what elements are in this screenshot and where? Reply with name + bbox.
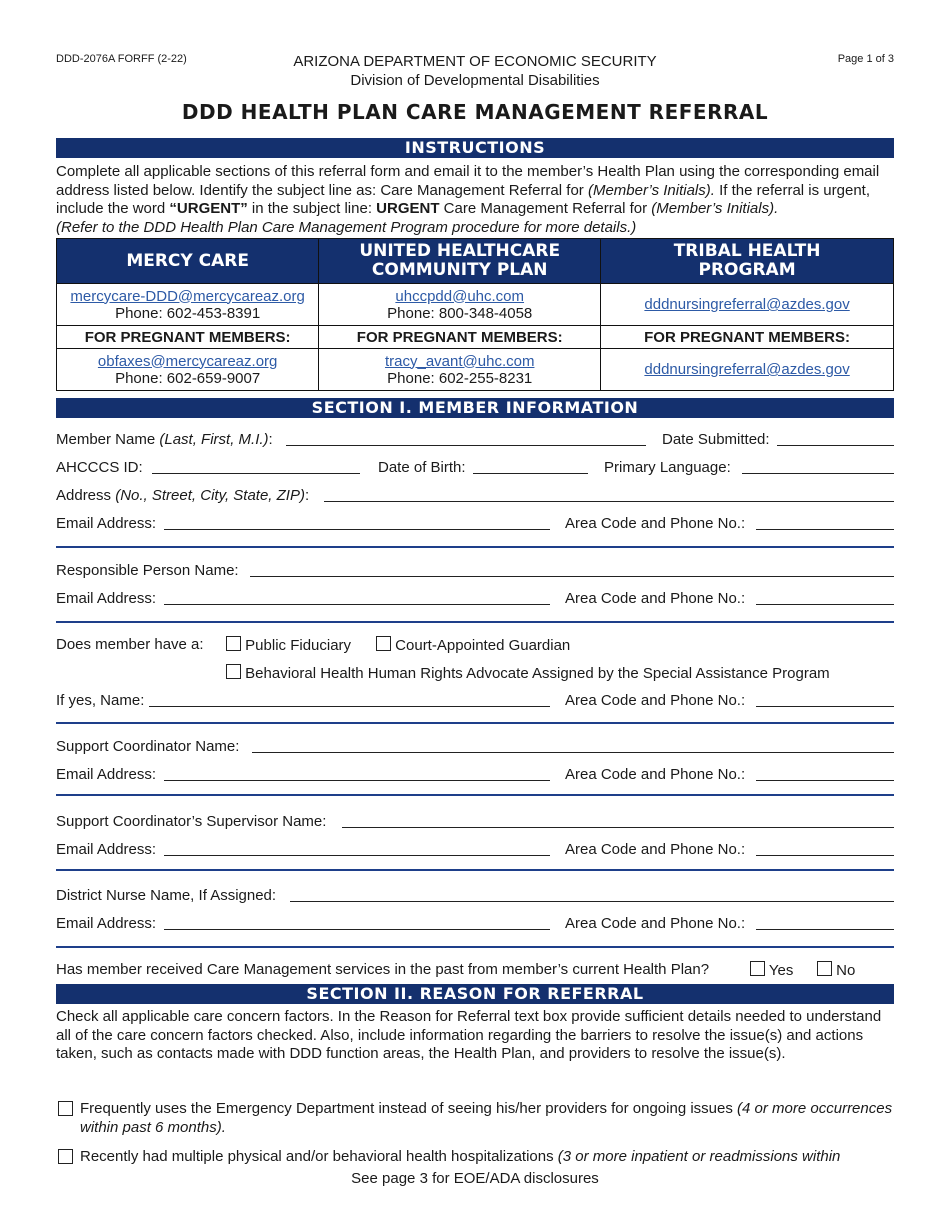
advocate-option[interactable] [226,664,830,682]
form-id: DDD-2076A FORFF (2-22) [56,53,187,65]
option-label: No [836,962,856,979]
concern-italic: (3 or more inpatient or readmissions within [557,1148,841,1165]
past-services-yes-option[interactable] [750,961,793,979]
instructions-bold: URGENT [376,200,440,217]
label-colon: : [304,487,310,504]
concern-item[interactable] [56,1100,896,1137]
instructions-italic: (Member’s Initials). [651,200,779,217]
plan-contact [319,284,601,326]
phone-label: Area Code and Phone No.: [565,515,746,532]
plan-name: MERCY CARE [57,239,319,284]
plan-phone: Phone: 800-348-4058 [387,304,533,322]
section-divider [56,546,894,548]
member-name-label [56,431,273,448]
phone-label: Area Code and Phone No.: [565,590,746,607]
phone-label: Area Code and Phone No.: [565,841,746,858]
if-yes-label: If yes, Name: [56,692,145,709]
address-field[interactable] [324,487,894,502]
pregnant-label: FOR PREGNANT MEMBERS: [57,326,319,349]
email-label: Email Address: [56,841,157,858]
guardian-option[interactable] [376,636,570,654]
plan-contact [601,284,894,326]
member-name-row [56,431,894,451]
section2-intro: Check all applicable care concern factors. In the Reason for Referral text box provide sufficient details needed to understand all of the care concern factors checked. Also, include information regarding the barriers to resolve the issue(s) and actions taken, such as contacts made with DDD function areas, the Health Plan, and providers to resolve the issue(s). [56,1008,882,1062]
ahcccs-label: AHCCCS ID: [56,459,143,476]
support-coord-email-row [56,766,894,786]
support-coord-phone-field[interactable] [756,766,894,781]
public-fiduciary-option[interactable] [226,636,351,654]
if-yes-row [56,692,894,712]
support-coord-name-field[interactable] [252,738,894,753]
phone-label: Area Code and Phone No.: [565,915,746,932]
guardian-checkbox[interactable] [376,636,391,651]
option-label: Yes [768,962,794,979]
phone-label: Area Code and Phone No.: [565,766,746,783]
pregnant-email-link[interactable]: tracy_avant@uhc.com [384,352,535,370]
footer-note: See page 3 for EOE/ADA disclosures [0,1170,950,1187]
plan-phone: Phone: 602-453-8391 [115,304,261,322]
plan-email-link[interactable]: mercycare-DDD@mercycareaz.org [70,287,305,305]
pregnant-contact [319,349,601,391]
concern-item[interactable] [56,1148,896,1167]
section-divider [56,722,894,724]
pregnant-email-link[interactable]: obfaxes@mercycareaz.org [97,352,278,370]
pregnant-phone: Phone: 602-659-9007 [115,369,261,387]
responsible-email-field[interactable] [164,590,550,605]
support-coord-row [56,738,894,758]
nurse-email-field[interactable] [164,915,550,930]
responsible-name-field[interactable] [250,562,894,577]
responsible-row [56,562,894,582]
member-email-field[interactable] [164,515,550,530]
instructions-heading: INSTRUCTIONS [56,138,894,158]
email-label: Email Address: [56,590,157,607]
instructions-italic: (Member’s Initials). [587,181,715,199]
id-row [56,459,894,479]
past-services-no-option[interactable] [817,961,855,979]
public-fiduciary-checkbox[interactable] [226,636,241,651]
nurse-email-row [56,915,894,935]
member-email-row [56,515,894,535]
email-label: Email Address: [56,766,157,783]
concern-checkbox[interactable] [58,1101,73,1116]
section1-heading: SECTION I. MEMBER INFORMATION [56,398,894,418]
instructions-part: Complete all applicable sections of this referral form and email it to the member’s Health Plan using the corresponding email address listed below. Identify the subject line as: Care Management Referral for [56,163,880,199]
if-yes-name-field[interactable] [149,692,550,707]
plan-name: TRIBAL HEALTH PROGRAM [601,239,894,284]
language-label: Primary Language: [604,459,731,476]
supervisor-row [56,813,894,833]
instructions-part: Care Management Referral for [439,200,652,217]
language-field[interactable] [742,459,894,474]
label-text: Member Name [56,431,160,448]
concern-text [80,1100,896,1137]
label-text: Address [56,487,116,504]
option-label: Behavioral Health Human Rights Advocate Assigned by the Special Assistance Program [245,665,830,682]
plan-email-link[interactable]: dddnursingreferral@azdes.gov [644,296,850,313]
label-colon: : [268,431,273,448]
section-divider [56,946,894,948]
yes-checkbox[interactable] [750,961,765,976]
section-divider [56,621,894,623]
agency-name: ARIZONA DEPARTMENT OF ECONOMIC SECURITY [293,53,657,70]
pregnant-contact [601,349,894,391]
pregnant-phone: Phone: 602-255-8231 [387,369,533,387]
advocate-checkbox[interactable] [226,664,241,679]
nurse-label: District Nurse Name, If Assigned: [56,887,277,904]
does-have-label: Does member have a: [56,636,204,653]
instructions-text [56,163,896,237]
email-label: Email Address: [56,515,157,532]
ahcccs-field[interactable] [152,459,360,474]
concern-label: Frequently uses the Emergency Department instead of seeing his/her providers for ongoing issues [80,1100,738,1117]
concern-checkbox[interactable] [58,1149,73,1164]
division-name: Division of Developmental Disabilities [350,72,600,89]
date-submitted-label: Date Submitted: [662,431,770,448]
label-italic: (Last, First, M.I.) [159,431,269,448]
supervisor-email-row [56,841,894,861]
past-services-question: Has member received Care Management services in the past from member’s current Health Plan? [56,961,710,978]
pregnant-label: FOR PREGNANT MEMBERS: [319,326,601,349]
concern-label: Recently had multiple physical and/or behavioral health hospitalizations [80,1148,558,1165]
plan-email-link[interactable]: uhccpdd@uhc.com [395,287,525,305]
nurse-name-field[interactable] [290,887,894,902]
pregnant-contact [57,349,319,391]
supervisor-label: Support Coordinator’s Supervisor Name: [56,813,327,830]
concern-italic: (4 or more occurrences within past 6 months). [80,1100,893,1136]
instructions-bold: “URGENT” [169,200,248,217]
responsible-phone-field[interactable] [756,590,894,605]
address-label [56,487,309,504]
pregnant-email-link[interactable]: dddnursingreferral@azdes.gov [644,361,850,378]
date-submitted-field[interactable] [777,431,894,446]
option-label: Court-Appointed Guardian [395,637,571,654]
health-plan-contacts-table [56,238,894,391]
address-row [56,487,894,507]
supervisor-name-field[interactable] [342,813,894,828]
instructions-italic: (Refer to the DDD Health Plan Care Management Program procedure for more details.) [56,218,637,236]
responsible-email-row [56,590,894,610]
dob-field[interactable] [473,459,588,474]
nurse-row [56,887,894,907]
nurse-phone-field[interactable] [756,915,894,930]
page-number: Page 1 of 3 [837,53,894,65]
no-checkbox[interactable] [817,961,832,976]
support-coord-email-field[interactable] [164,766,550,781]
email-label: Email Address: [56,915,157,932]
member-name-field[interactable] [286,431,646,446]
phone-label: Area Code and Phone No.: [565,692,746,709]
dob-label: Date of Birth: [378,459,466,476]
section-divider [56,869,894,871]
support-coord-label: Support Coordinator Name: [56,738,240,755]
concern-text [80,1148,896,1167]
pregnant-label: FOR PREGNANT MEMBERS: [601,326,894,349]
responsible-label: Responsible Person Name: [56,562,239,579]
if-yes-phone-field[interactable] [756,692,894,707]
plan-name: UNITED HEALTHCARE COMMUNITY PLAN [319,239,601,284]
label-italic: (No., Street, City, State, ZIP) [115,487,305,504]
instructions-part: in the subject line: [247,200,377,217]
member-phone-field[interactable] [756,515,894,530]
section2-heading: SECTION II. REASON FOR REFERRAL [56,984,894,1004]
option-label: Public Fiduciary [245,637,352,654]
supervisor-phone-field[interactable] [756,841,894,856]
plan-contact [57,284,319,326]
section-divider [56,794,894,796]
form-title: DDD HEALTH PLAN CARE MANAGEMENT REFERRAL [181,100,769,124]
supervisor-email-field[interactable] [164,841,550,856]
instructions-part: If the referral is urgent, include the word [56,181,871,217]
